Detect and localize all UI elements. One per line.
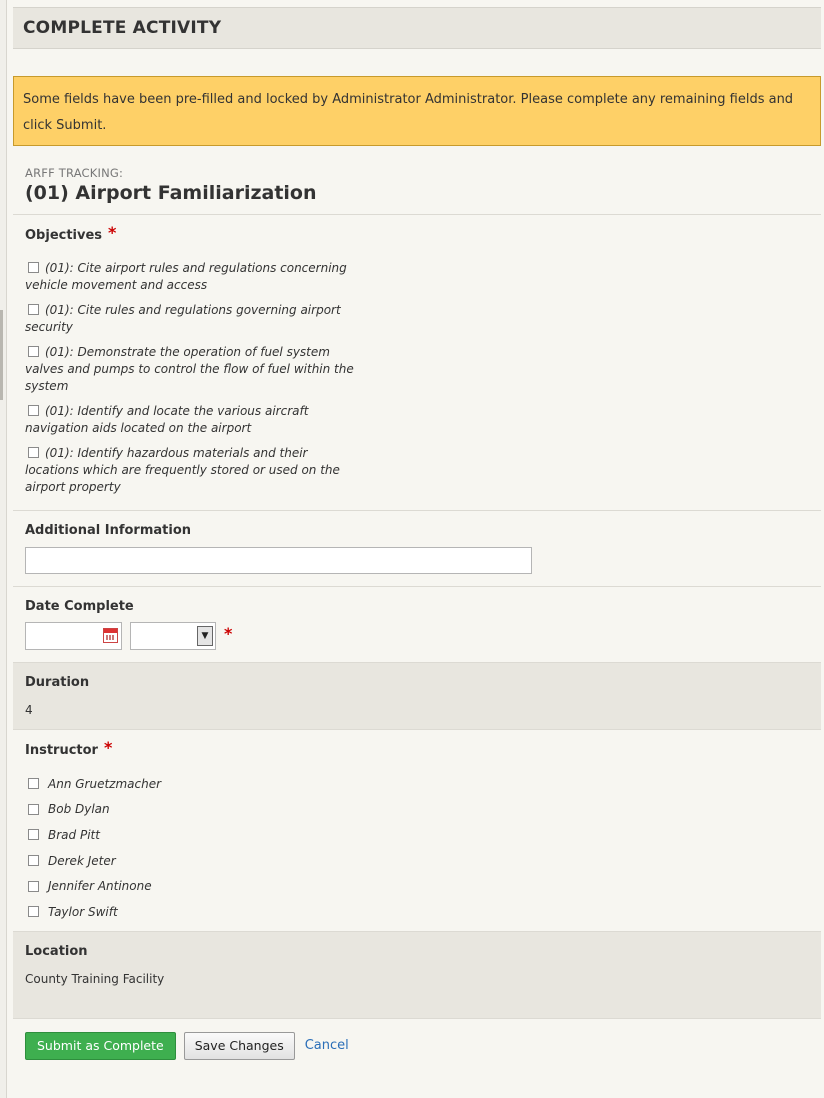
instructor-item[interactable]: Bob Dylan bbox=[25, 797, 809, 823]
save-changes-button[interactable]: Save Changes bbox=[184, 1032, 295, 1060]
objective-item[interactable]: (01): Cite rules and regulations governing airport security bbox=[25, 303, 341, 334]
location-value: County Training Facility bbox=[25, 971, 165, 986]
additional-info-section bbox=[13, 511, 821, 587]
scroll-notch bbox=[0, 310, 3, 400]
instructor-checkbox[interactable] bbox=[28, 778, 39, 789]
instructor-list bbox=[25, 771, 809, 925]
objective-checkbox[interactable] bbox=[28, 304, 39, 315]
additional-info-label: Additional Information bbox=[25, 523, 192, 538]
instructor-item[interactable]: Brad Pitt bbox=[25, 822, 809, 848]
time-select[interactable] bbox=[130, 622, 216, 650]
instructor-item[interactable]: Derek Jeter bbox=[25, 848, 809, 874]
objectives-label: Objectives * bbox=[25, 223, 117, 243]
date-row bbox=[25, 622, 809, 650]
cancel-link[interactable]: Cancel bbox=[304, 1038, 349, 1054]
left-edge-strip bbox=[0, 0, 7, 1098]
objective-item[interactable]: (01): Cite airport rules and regulations concerning vehicle movement and access bbox=[25, 261, 347, 292]
objective-checkbox[interactable] bbox=[28, 405, 39, 416]
calendar-icon[interactable] bbox=[103, 628, 118, 643]
duration-section bbox=[13, 663, 821, 730]
instructor-item[interactable]: Jennifer Antinone bbox=[25, 873, 809, 899]
required-mark: * bbox=[103, 738, 113, 757]
instructor-checkbox[interactable] bbox=[28, 829, 39, 840]
instructor-checkbox[interactable] bbox=[28, 881, 39, 892]
required-mark: * bbox=[224, 624, 233, 643]
date-input[interactable] bbox=[25, 622, 122, 650]
activity-title-block bbox=[13, 146, 821, 215]
objective-checkbox[interactable] bbox=[28, 346, 39, 357]
instructor-item[interactable]: Ann Gruetzmacher bbox=[25, 771, 809, 797]
form-actions bbox=[13, 1019, 821, 1073]
duration-label: Duration bbox=[25, 675, 90, 690]
required-mark: * bbox=[108, 223, 117, 242]
additional-info-input[interactable] bbox=[25, 547, 532, 574]
objective-checkbox[interactable] bbox=[28, 447, 39, 458]
complete-activity-panel bbox=[13, 7, 821, 1073]
instructor-label: Instructor * bbox=[25, 738, 113, 758]
objective-item[interactable]: (01): Identify hazardous materials and their locations which are frequently stored or used on the airport property bbox=[25, 446, 340, 494]
location-section bbox=[13, 932, 821, 1019]
instructor-checkbox[interactable] bbox=[28, 906, 39, 917]
objective-item[interactable]: (01): Demonstrate the operation of fuel system valves and pumps to control the flow of fuel within the system bbox=[25, 345, 354, 393]
instructor-checkbox[interactable] bbox=[28, 855, 39, 866]
date-complete-section bbox=[13, 587, 821, 663]
instructor-checkbox[interactable] bbox=[28, 804, 39, 815]
submit-as-complete-button[interactable]: Submit as Complete bbox=[25, 1032, 176, 1060]
instructor-item[interactable]: Taylor Swift bbox=[25, 899, 809, 925]
objectives-list bbox=[25, 260, 360, 496]
activity-kicker: ARFF TRACKING: bbox=[25, 166, 124, 180]
activity-title: (01) Airport Familiarization bbox=[25, 182, 317, 204]
objective-checkbox[interactable] bbox=[28, 262, 39, 273]
page-title: COMPLETE ACTIVITY bbox=[13, 7, 821, 49]
chevron-down-icon[interactable]: ▼ bbox=[197, 626, 213, 646]
objective-item[interactable]: (01): Identify and locate the various aircraft navigation aids located on the airport bbox=[25, 404, 309, 435]
instructor-section bbox=[13, 730, 821, 932]
prefill-alert: Some fields have been pre-filled and locked by Administrator Administrator. Please complete any remaining fields and click Submit. bbox=[13, 76, 821, 146]
objectives-section bbox=[13, 215, 821, 511]
date-complete-label: Date Complete bbox=[25, 599, 134, 614]
location-label: Location bbox=[25, 943, 88, 959]
duration-value: 4 bbox=[25, 703, 33, 717]
